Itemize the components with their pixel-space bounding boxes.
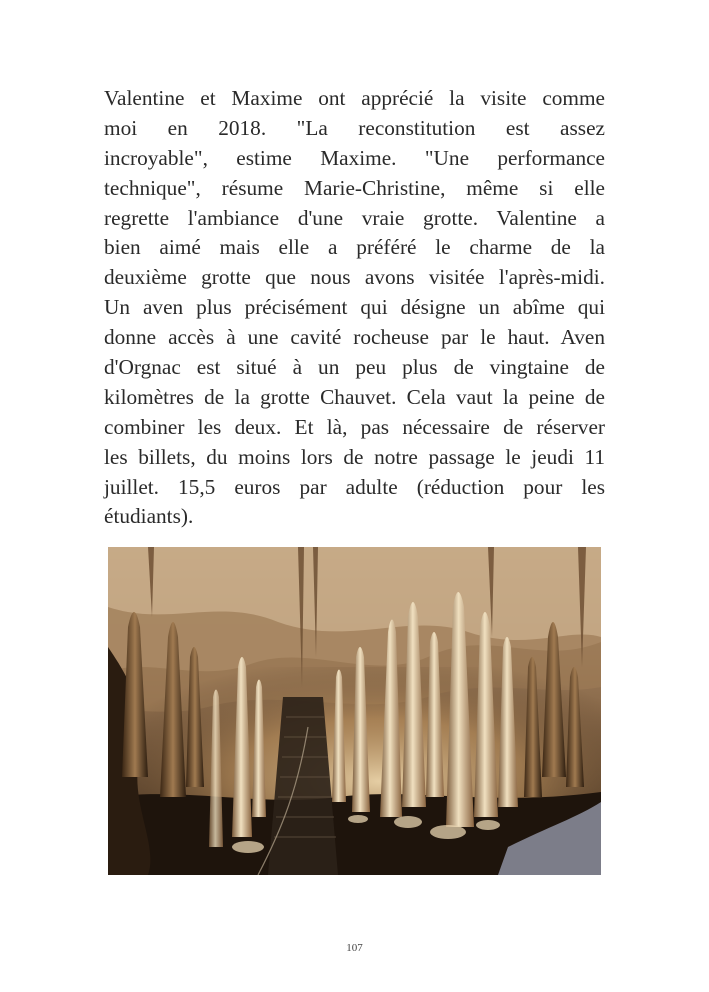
body-paragraph	[104, 84, 605, 532]
paragraph-line: étudiants).	[104, 504, 194, 529]
paragraph-line: les billets, du moins lors de notre passage le jeudi 11	[104, 444, 605, 469]
paragraph-line: deuxième grotte que nous avons visitée l'après-midi.	[104, 265, 605, 290]
paragraph-line: kilomètres de la grotte Chauvet. Cela vaut la peine de	[104, 384, 605, 409]
paragraph-line: regrette l'ambiance d'une vraie grotte. Valentine a	[104, 205, 605, 230]
paragraph-line: combiner les deux. Et là, pas nécessaire de réserver	[104, 414, 605, 439]
paragraph-line: donne accès à une cavité rocheuse par le haut. Aven	[104, 325, 605, 350]
paragraph-line: technique", résume Marie-Christine, même si elle	[104, 175, 605, 200]
page-number: 107	[346, 942, 363, 954]
paragraph-line: d'Orgnac est situé à un peu plus de vingtaine de	[104, 355, 605, 380]
paragraph-line: moi en 2018. "La reconstitution est assez	[104, 115, 605, 140]
paragraph-line: Valentine et Maxime ont apprécié la visite comme	[104, 86, 605, 110]
cave-illustration	[108, 547, 601, 875]
paragraph-line: bien aimé mais elle a préféré le charme de la	[104, 235, 605, 260]
paragraph-line: incroyable", estime Maxime. "Une performance	[104, 145, 605, 170]
paragraph-line: juillet. 15,5 euros par adulte (réduction pour les	[104, 474, 605, 499]
cave-photo	[108, 547, 601, 875]
paragraph-line: Un aven plus précisément qui désigne un abîme qui	[104, 295, 605, 320]
